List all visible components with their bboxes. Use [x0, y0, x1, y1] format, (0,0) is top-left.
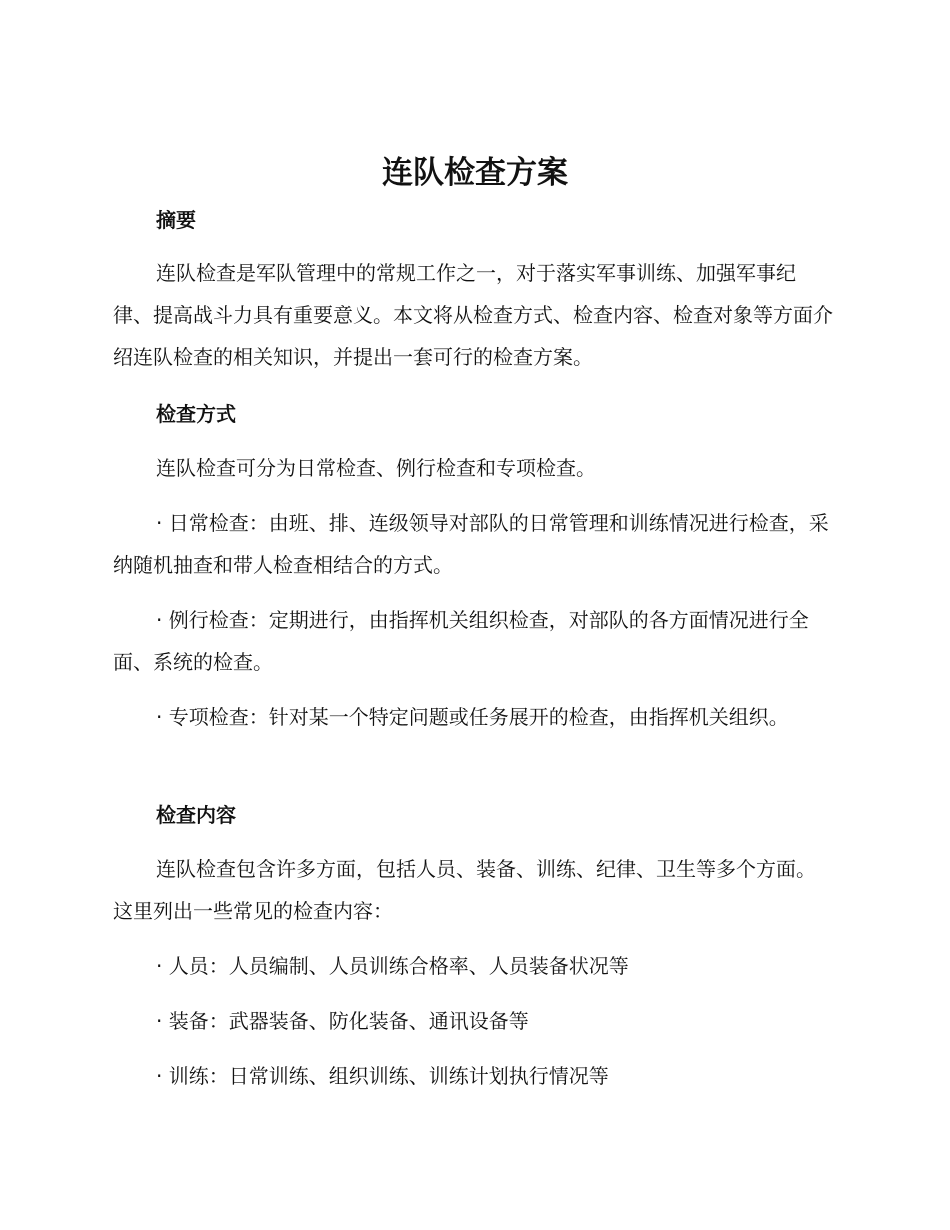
content-intro-paragraph: 连队检查包含许多方面，包括人员、装备、训练、纪律、卫生等多个方面。这里列出一些常见的检查内容： [113, 857, 816, 923]
method-item-special: · 专项检查：针对某一个特定问题或任务展开的检查，由指挥机关组织。 [156, 705, 789, 729]
abstract-paragraph: 连队检查是军队管理中的常规工作之一，对于落实军事训练、加强军事纪律、提高战斗力具有重要意义。本文将从检查方式、检查内容、检查对象等方面介绍连队检查的相关知识，并提出一套可行的检查方案。 [113, 261, 833, 369]
content-item-personnel: · 人员：人员编制、人员训练合格率、人员装备状况等 [156, 954, 629, 978]
content-item-training: · 训练：日常训练、组织训练、训练计划执行情况等 [156, 1064, 609, 1088]
method-intro-paragraph: 连队检查可分为日常检查、例行检查和专项检查。 [156, 456, 596, 480]
method-heading: 检查方式 [156, 402, 236, 426]
method-item-daily: · 日常检查：由班、排、连级领导对部队的日常管理和训练情况进行检查，采纳随机抽查和带人检查相结合的方式。 [113, 511, 829, 577]
method-item-routine: · 例行检查：定期进行，由指挥机关组织检查，对部队的各方面情况进行全面、系统的检查。 [113, 608, 809, 674]
abstract-heading: 摘要 [156, 208, 196, 232]
content-heading: 检查内容 [156, 803, 236, 827]
document-title: 连队检查方案 [382, 155, 568, 191]
content-item-equipment: · 装备：武器装备、防化装备、通讯设备等 [156, 1009, 529, 1033]
